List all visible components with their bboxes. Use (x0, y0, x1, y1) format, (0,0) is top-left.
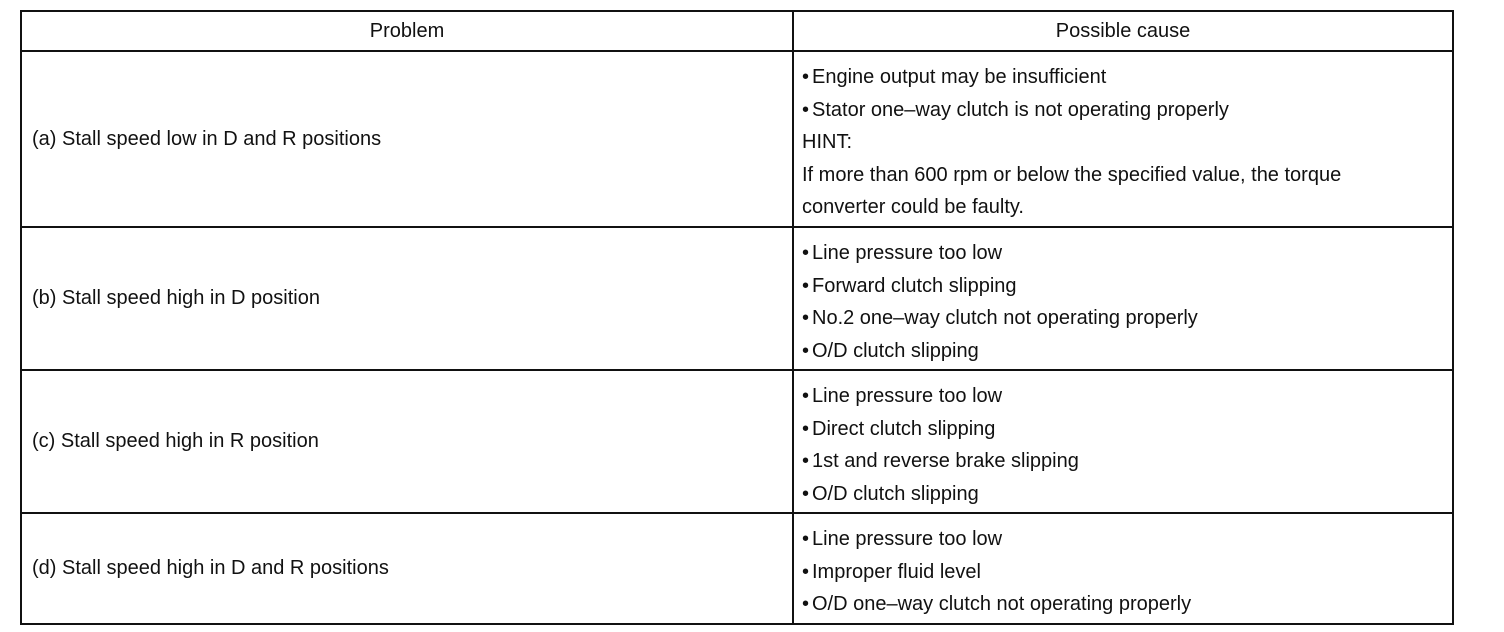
problem-cell: (a) Stall speed low in D and R positions (21, 51, 793, 227)
cause-item (802, 335, 1444, 368)
cause-item (802, 478, 1444, 511)
stall-test-table-container (20, 10, 1452, 625)
problem-cell: (d) Stall speed high in D and R positions (21, 513, 793, 624)
stall-test-table (20, 10, 1454, 625)
problem-cell: (c) Stall speed high in R position (21, 370, 793, 513)
cause-item (802, 270, 1444, 303)
cause-text: Line pressure too low (812, 242, 1003, 264)
cause-text: O/D clutch slipping (812, 482, 979, 505)
cause-item (802, 380, 1444, 413)
cause-item (802, 413, 1444, 446)
cause-text: Direct clutch slipping (812, 417, 996, 440)
table-body (21, 51, 1453, 624)
cause-text: HINT: (802, 131, 852, 153)
cause-text: O/D one–way clutch not operating properly (812, 593, 1192, 615)
cause-cell (793, 51, 1453, 227)
bullet-icon: • (802, 66, 810, 88)
cause-item (802, 556, 1444, 589)
header-problem: Problem (21, 11, 793, 51)
cause-text: Engine output may be insufficient (812, 66, 1107, 88)
table-row (21, 227, 1453, 370)
bullet-icon: • (802, 560, 810, 583)
cause-note (802, 159, 1444, 192)
cause-cell (793, 370, 1453, 513)
cause-item (802, 237, 1444, 270)
table-row (21, 513, 1453, 624)
cause-item (802, 523, 1444, 556)
bullet-icon: • (802, 528, 810, 550)
cause-text: No.2 one–way clutch not operating properly (812, 307, 1198, 329)
cause-item (802, 61, 1444, 94)
bullet-icon: • (802, 450, 810, 472)
cause-cell (793, 227, 1453, 370)
cause-text: converter could be faulty. (802, 196, 1024, 218)
table-row (21, 51, 1453, 227)
cause-cell (793, 513, 1453, 624)
bullet-icon: • (802, 339, 810, 362)
bullet-icon: • (802, 307, 810, 329)
bullet-icon: • (802, 482, 810, 505)
bullet-icon: • (802, 385, 810, 407)
table-header-row (21, 11, 1453, 51)
bullet-icon: • (802, 593, 810, 615)
bullet-icon: • (802, 98, 810, 121)
bullet-icon: • (802, 274, 810, 297)
cause-text: O/D clutch slipping (812, 339, 979, 362)
cause-text: If more than 600 rpm or below the specified value, the torque (802, 163, 1342, 186)
bullet-icon: • (802, 417, 810, 440)
bullet-icon: • (802, 242, 810, 264)
cause-item (802, 94, 1444, 127)
table-row (21, 370, 1453, 513)
header-possible-cause: Possible cause (793, 11, 1453, 51)
cause-text: Forward clutch slipping (812, 274, 1017, 297)
cause-text: Stator one–way clutch is not operating properly (812, 98, 1229, 121)
cause-note (802, 191, 1444, 224)
cause-text: 1st and reverse brake slipping (812, 450, 1079, 472)
cause-text: Improper fluid level (812, 560, 981, 583)
cause-note (802, 126, 1444, 159)
cause-item (802, 302, 1444, 335)
cause-text: Line pressure too low (812, 385, 1003, 407)
cause-text: Line pressure too low (812, 528, 1003, 550)
cause-item (802, 588, 1444, 621)
cause-item (802, 445, 1444, 478)
problem-cell: (b) Stall speed high in D position (21, 227, 793, 370)
